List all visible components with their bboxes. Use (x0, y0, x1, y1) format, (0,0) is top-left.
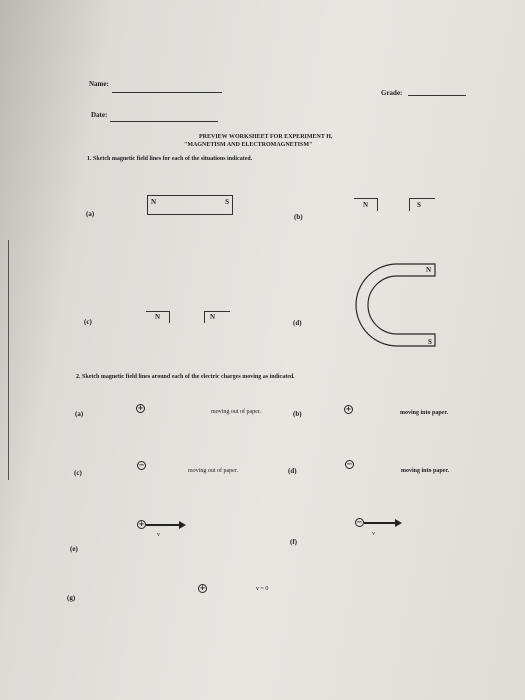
charge-c-minus: − (138, 461, 145, 469)
charge-b-plus: + (345, 405, 352, 413)
magnet-c-left-label: N (155, 313, 161, 321)
charge-d-minus: − (346, 460, 353, 468)
velocity-arrow-e (146, 524, 180, 526)
q2-label-e: (e) (70, 545, 78, 553)
name-line[interactable] (112, 92, 222, 93)
magnet-b-north-label: N (363, 201, 369, 209)
worksheet-title-line1: PREVIEW WORKSHEET FOR EXPERIMENT H, (199, 134, 333, 140)
q2-label-f: (f) (290, 538, 297, 546)
date-line[interactable] (110, 121, 218, 122)
name-label: Name: (89, 80, 109, 88)
magnet-c-right-label: N (210, 313, 216, 321)
date-label: Date: (91, 111, 108, 119)
bar-magnet-a-south: S (225, 198, 229, 206)
margin-shadow-line (8, 240, 9, 480)
velocity-arrow-f (364, 522, 396, 524)
q2-prompt: 2. Sketch magnetic field lines around each of the electric charges moving as indicated. (76, 374, 295, 380)
charge-g-plus: + (199, 584, 206, 592)
q1-label-a: (a) (86, 210, 95, 218)
q2-d-text: moving into paper. (401, 468, 449, 474)
magnet-c-right (204, 311, 230, 323)
charge-e-plus: + (138, 520, 145, 528)
q1-prompt: 1. Sketch magnetic field lines for each of the situations indicated. (87, 156, 253, 162)
q2-b-text: moving into paper. (400, 410, 448, 416)
q2-label-d: (d) (288, 467, 297, 475)
horseshoe-south-label: S (428, 338, 432, 346)
velocity-label-f: v (372, 531, 375, 537)
q2-label-g: (g) (67, 594, 76, 602)
q1-label-d: (d) (293, 319, 302, 327)
grade-label: Grade: (381, 89, 403, 97)
charge-f-minus: − (356, 518, 363, 526)
velocity-label-e: v (157, 532, 160, 538)
bar-magnet-a-north: N (151, 198, 157, 206)
horseshoe-north-label: N (426, 266, 432, 274)
q2-g-text: v = 0 (256, 586, 269, 592)
magnet-c-left (146, 311, 170, 323)
magnet-b-south-label: S (417, 201, 421, 209)
charge-a-plus: + (137, 404, 144, 412)
q2-label-b: (b) (293, 410, 302, 418)
worksheet-title-line2: "MAGNETISM AND ELECTROMAGNETISM" (184, 142, 313, 148)
q1-label-c: (c) (84, 318, 92, 326)
magnet-b-north (354, 198, 378, 211)
magnet-b-south (409, 198, 435, 211)
q2-a-text: moving out of paper. (211, 409, 261, 415)
grade-line[interactable] (408, 95, 466, 96)
q1-label-b: (b) (294, 213, 303, 221)
bar-magnet-a (147, 195, 233, 215)
q2-label-c: (c) (74, 469, 82, 477)
q2-label-a: (a) (75, 410, 84, 418)
q2-c-text: moving out of paper. (188, 468, 238, 474)
